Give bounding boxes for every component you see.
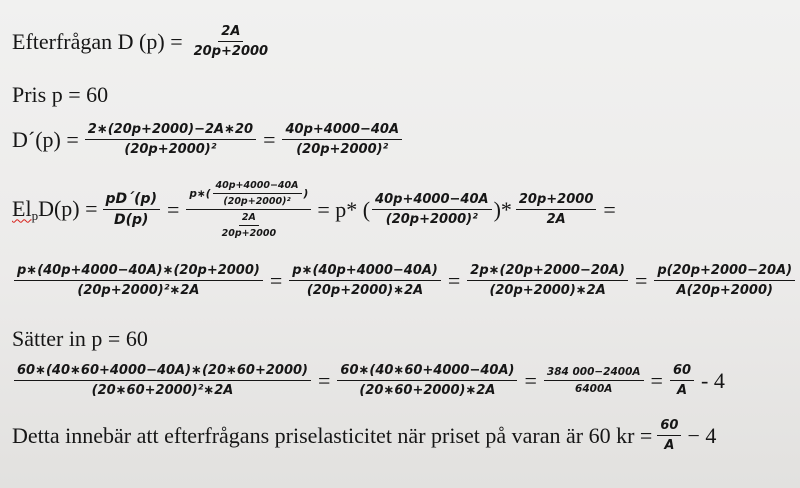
elasticity-lhs: $El_pD(p)$ = bbox=[12, 195, 98, 223]
conclusion-line bbox=[12, 418, 716, 453]
numeric-f3-denominator: 6400A bbox=[575, 383, 613, 395]
simplify-f4-denominator: A(20p+2000) bbox=[676, 283, 773, 298]
equals-sign: = bbox=[269, 267, 283, 293]
substitute-line bbox=[12, 326, 148, 352]
numeric-f1-denominator: (20∗60+2000)²∗2A bbox=[91, 383, 234, 398]
numeric-fraction-3 bbox=[544, 366, 644, 395]
numeric-tail: - 4 bbox=[701, 367, 725, 393]
elasticity-mid: = p* ( bbox=[317, 196, 371, 222]
elasticity-fraction-3 bbox=[372, 192, 492, 227]
equals-sign: = bbox=[166, 196, 180, 222]
conclusion-tail: − 4 bbox=[687, 422, 717, 448]
equals-sign: = bbox=[650, 367, 663, 393]
nested-denominator: $\frac{2A}{20p+2000}$ bbox=[221, 212, 277, 239]
simplify-f3-denominator: (20p+2000)∗2A bbox=[489, 283, 606, 298]
derivative-f1-denominator: (20p+2000)² bbox=[124, 142, 217, 157]
elasticity-f3-denominator: (20p+2000)² bbox=[385, 212, 478, 227]
simplify-fraction-3 bbox=[467, 263, 628, 298]
numeric-f1-numerator: 60∗(40∗60+4000−40A)∗(20∗60+2000) bbox=[14, 363, 311, 381]
simplify-f2-denominator: (20p+2000)∗2A bbox=[306, 283, 424, 298]
derivative-line bbox=[12, 122, 404, 157]
conclusion-fraction bbox=[657, 418, 681, 453]
demand-fraction bbox=[191, 24, 271, 59]
demand-label: Efterfrågan D (p) = bbox=[12, 28, 183, 54]
elasticity-fraction-4 bbox=[516, 192, 596, 227]
equals-sign: = bbox=[317, 367, 331, 393]
derivative-f2-denominator: (20p+2000)² bbox=[296, 142, 389, 157]
simplify-f1-denominator: (20p+2000)²∗2A bbox=[77, 283, 200, 298]
conclusion-numerator: 60 bbox=[657, 418, 681, 436]
numeric-line bbox=[12, 363, 725, 398]
equals-sign: = bbox=[603, 196, 616, 222]
derivative-lhs: D´(p) = bbox=[12, 126, 79, 152]
simplify-fraction-4 bbox=[654, 263, 795, 298]
numeric-f4-denominator: A bbox=[676, 383, 688, 398]
conclusion-denominator: A bbox=[664, 438, 675, 453]
elasticity-f1-numerator: pD´(p) bbox=[103, 191, 160, 210]
price-line bbox=[12, 82, 108, 108]
simplify-fraction-1 bbox=[14, 263, 263, 298]
numeric-fraction-2 bbox=[337, 363, 517, 398]
numeric-f3-numerator: 384 000−2400A bbox=[544, 366, 644, 381]
demand-denominator: 20p+2000 bbox=[193, 44, 269, 59]
numeric-f2-numerator: 60∗(40∗60+4000−40A) bbox=[337, 363, 517, 381]
numeric-f4-numerator: 60 bbox=[670, 363, 694, 381]
elasticity-f4-numerator: 20p+2000 bbox=[516, 192, 596, 210]
simplify-f1-numerator: p∗(40p+4000−40A)∗(20p+2000) bbox=[14, 263, 263, 281]
demand-function-line bbox=[12, 24, 273, 59]
conclusion-text: Detta innebär att efterfrågans priselasticitet när priset på varan är 60 kr = bbox=[12, 422, 653, 448]
derivative-fraction-1 bbox=[85, 122, 256, 157]
substitute-text: Sätter in p = 60 bbox=[12, 326, 148, 351]
derivative-fraction-2 bbox=[282, 122, 402, 157]
numeric-f2-denominator: (20∗60+2000)∗2A bbox=[359, 383, 496, 398]
equals-sign: = bbox=[447, 267, 461, 293]
elasticity-line bbox=[12, 180, 621, 239]
equals-sign: = bbox=[263, 126, 276, 152]
elasticity-f4-denominator: 2A bbox=[546, 212, 566, 227]
numeric-fraction-4 bbox=[670, 363, 694, 398]
price-text: Pris p = 60 bbox=[12, 82, 109, 107]
nested-numerator: p∗( $\frac{40p+4000-40A}{\text{(20p+2000)²}}$ ) bbox=[186, 180, 311, 210]
equals-sign: = bbox=[634, 267, 648, 293]
elasticity-after: )* bbox=[493, 196, 512, 222]
elasticity-el: $El_p$ bbox=[12, 195, 39, 223]
demand-numerator: 2A bbox=[218, 24, 243, 42]
equals-sign: = bbox=[524, 367, 537, 393]
simplify-f4-numerator: p(20p+2000−20A) bbox=[654, 263, 795, 281]
elasticity-nested-fraction bbox=[186, 180, 311, 239]
simplification-line bbox=[12, 263, 797, 298]
elasticity-f1-denominator: D(p) bbox=[114, 212, 149, 228]
numeric-fraction-1 bbox=[14, 363, 311, 398]
simplify-f2-numerator: p∗(40p+4000−40A) bbox=[289, 263, 441, 281]
elasticity-f3-numerator: 40p+4000−40A bbox=[372, 192, 492, 210]
derivative-f2-numerator: 40p+4000−40A bbox=[282, 122, 402, 140]
simplify-f3-numerator: 2p∗(20p+2000−20A) bbox=[467, 263, 628, 281]
derivative-f1-numerator: 2∗(20p+2000)−2A∗20 bbox=[85, 122, 256, 140]
elasticity-fraction-1 bbox=[103, 191, 160, 228]
simplify-fraction-2 bbox=[289, 263, 441, 298]
